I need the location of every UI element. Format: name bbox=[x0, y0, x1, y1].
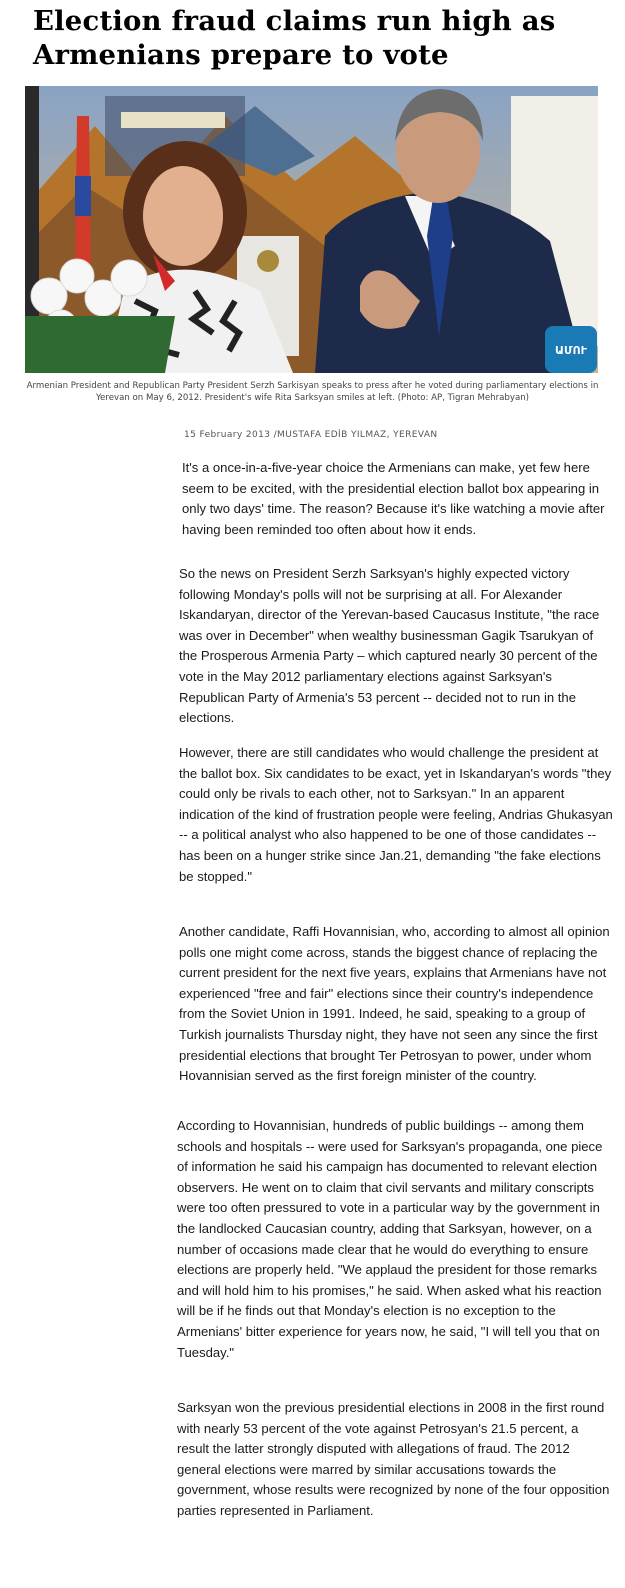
article-paragraph: According to Hovannisian, hundreds of public buildings -- among them schools and hospitals -- were used for Sarksyan's propaganda, one piece of information he said his campaign has documented to relevant election observers. He went on to claim that civil servants and military conscripts were too often pressured to vote in a particular way by the government in the landlocked Caucasian country, adding that Sarksyan, however, on a number of occasions made clear that he would do everything to ensure elections are properly held. "We applaud the president for those remarks and will hold him to his promises," he said. When asked what his reaction will be if he finds out that Monday's election is no exception to the Armenians' bitter experience for years now, he said, "I will tell you that on Tuesday." bbox=[177, 1118, 603, 1360]
article-paragraph: So the news on President Serzh Sarksyan's highly expected victory following Monday's polls will not be surprising at all. For Alexander Iskandaryan, director of the Yerevan-based Caucasus Institute, "the race was over in December" when wealthy businessman Gagik Tsarukyan of the Prosperous Armenia Party – which captured nearly 30 percent of the vote in the May 2012 parliamentary elections against Sarksyan's Republican Party of Armenia's 53 percent -- decided not to run in the elections. bbox=[179, 566, 600, 726]
article-paragraph: Sarksyan won the previous presidential elections in 2008 in the first round with nearly 53 percent of the vote against Petrosyan's 21.5 percent, a result the latter strongly disputed with allegations of fraud. The 2012 general elections were marred by similar accusations towards the government, whose results were recognized by none of the four opposition parties represented in Parliament. bbox=[177, 1400, 610, 1518]
article-byline: 15 February 2013 /MUSTAFA EDİB YILMAZ, YEREVAN bbox=[184, 430, 438, 440]
photo-illustration bbox=[25, 86, 598, 373]
microphone-logo: ԱՄՈՒ bbox=[555, 344, 587, 357]
article-paragraph: However, there are still candidates who would challenge the president at the ballot box. Six candidates to be exact, yet in Iskandaryan's words "they could only be rivals to each other, not to Sarksyan." In an apparent indication of the kind of frustration people were feeling, Andrias Ghukasyan -- a political analyst who also happened to be one of those candidates -- has been on a hunger strike since Jan.21, demanding "the fake elections be stopped." bbox=[179, 745, 613, 884]
article-photo bbox=[25, 86, 598, 373]
article-paragraph: It's a once-in-a-five-year choice the Armenians can make, yet few here seem to be excited, with the presidential election ballot box appearing in only two days' time. The reason? Because it's like watching a movie after having been reminded too often about how it ends. bbox=[182, 460, 605, 537]
article-headline: Election fraud claims run high as Armenians prepare to vote bbox=[33, 5, 556, 71]
photo-caption: Armenian President and Republican Party President Serzh Sarkisyan speaks to press after he voted during parliamentary elections in Yerevan on May 6, 2012. President's wife Rita Sarksyan smiles at left. (Photo: AP, Tigran Mehrabyan) bbox=[26, 381, 599, 403]
article-paragraph: Another candidate, Raffi Hovannisian, who, according to almost all opinion polls one might come across, stands the biggest chance of replacing the current president for the next five years, explains that Armenians have not experienced "free and fair" elections since their country's independence from the Soviet Union in 1991. Indeed, he said, speaking to a group of Turkish journalists Thursday night, they have not seen any since the first presidential elections that brought Ter Petrosyan to power, under whom Hovannisian served as the first foreign minister of the country. bbox=[179, 924, 610, 1084]
